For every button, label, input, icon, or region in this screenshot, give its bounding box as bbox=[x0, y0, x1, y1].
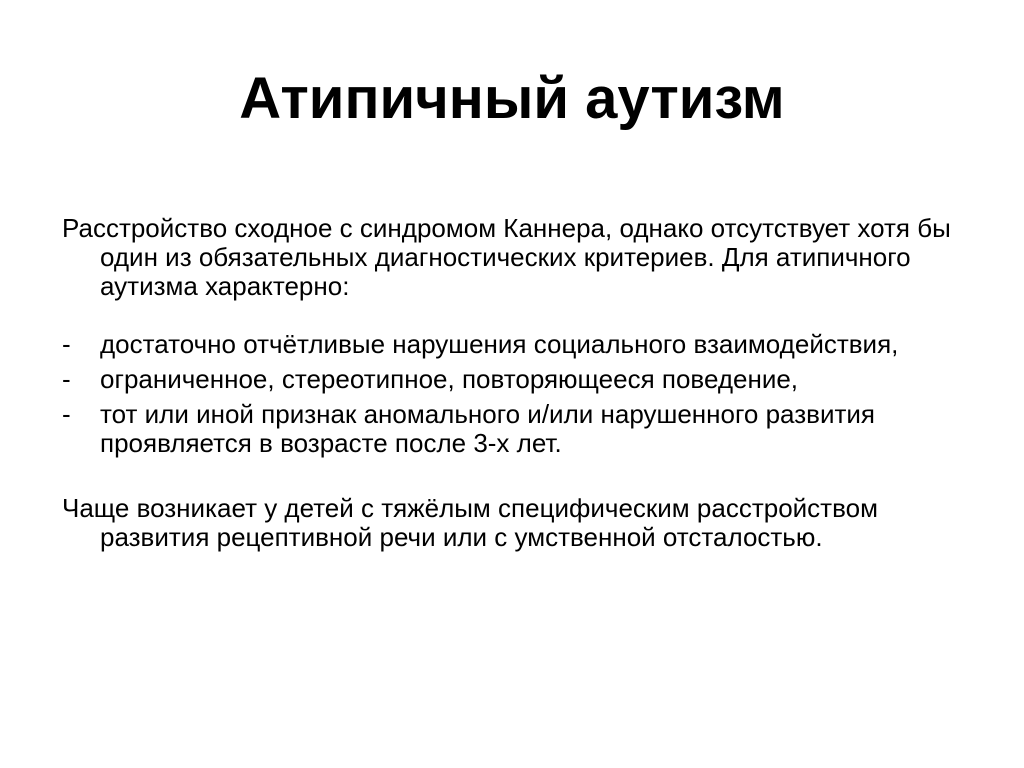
slide-title: Атипичный аутизм bbox=[239, 66, 785, 131]
list-item-text: тот или иной признак аномального и/или нарушенного развития проявляется в возрасте после 3-х лет. bbox=[100, 399, 875, 458]
list-item-text: ограниченное, стереотипное, повторяющееся поведение, bbox=[100, 364, 799, 394]
slide-body bbox=[62, 214, 972, 552]
characteristics-list bbox=[62, 330, 972, 458]
bullet-dash: - bbox=[62, 364, 71, 394]
list-item bbox=[62, 365, 972, 394]
conclusion-paragraph: Чаще возникает у детей с тяжёлым специфическим расстройством развития рецептивной речи или с умственной отсталостью. bbox=[62, 493, 878, 552]
list-item bbox=[62, 330, 972, 359]
list-item-text: достаточно отчётливые нарушения социального взаимодействия, bbox=[100, 329, 899, 359]
list-item bbox=[62, 400, 972, 458]
intro-paragraph: Расстройство сходное с синдромом Каннера, однако отсутствует хотя бы один из обязательных диагностических критериев. Для атипичного аутизма характерно: bbox=[62, 213, 951, 301]
bullet-dash: - bbox=[62, 399, 71, 429]
bullet-dash: - bbox=[62, 329, 71, 359]
